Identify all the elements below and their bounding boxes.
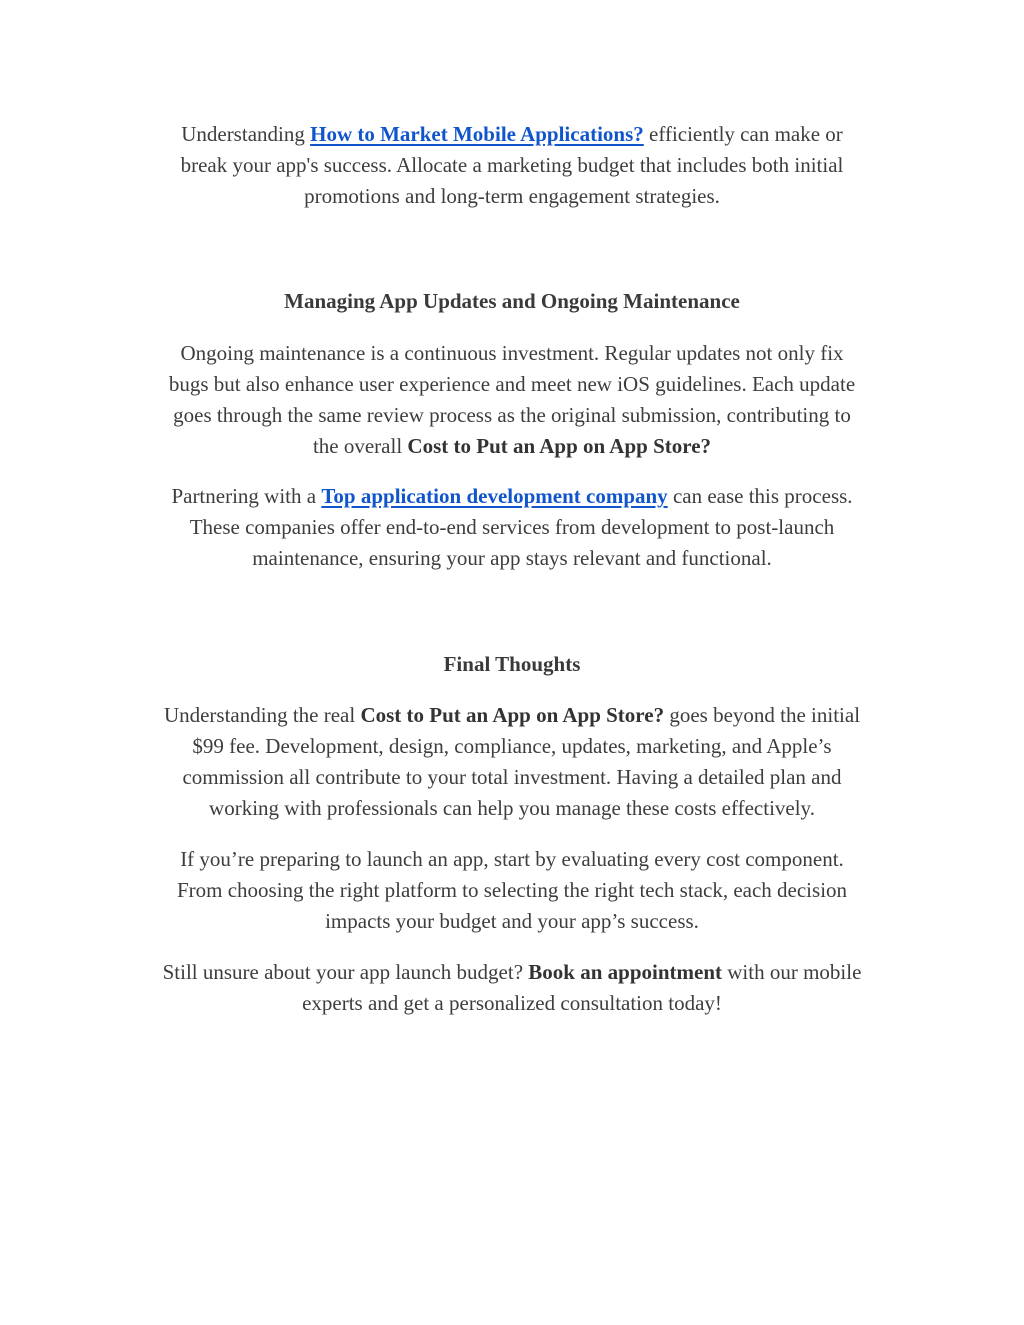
market-mobile-apps-link[interactable]: How to Market Mobile Applications? (310, 122, 644, 146)
updates-p2-text-before: Partnering with a (171, 484, 322, 508)
final-p1-line-4: working with professionals can help you manage these costs effectively. (209, 796, 815, 820)
updates-p2-line-3: maintenance, ensuring your app stays relevant and functional. (252, 546, 772, 570)
updates-paragraph-2 (110, 481, 914, 574)
updates-p1-line-4: the overall (312, 434, 408, 458)
intro-text-after: efficiently can make or (643, 122, 843, 146)
top-app-dev-company-link[interactable]: Top application development company (321, 484, 668, 508)
intro-text-before: Understanding (181, 122, 311, 146)
updates-p2-text-after: can ease this process. (667, 484, 853, 508)
final-paragraph-3 (110, 957, 914, 1019)
updates-heading: Managing App Updates and Ongoing Maintenance (284, 289, 740, 313)
final-paragraph-1 (110, 700, 914, 824)
updates-p1-line-3: goes through the same review process as the original submission, contributing to (173, 403, 851, 427)
final-thoughts-heading: Final Thoughts (443, 652, 581, 676)
updates-p1-line-1: Ongoing maintenance is a continuous investment. Regular updates not only fix (180, 341, 844, 365)
updates-p2-line-2: These companies offer end-to-end services from development to post-launch (189, 515, 835, 539)
final-p3-text-before: Still unsure about your app launch budget? (162, 960, 529, 984)
final-p3-text-after: with our mobile (722, 960, 862, 984)
intro-paragraph (110, 119, 914, 212)
updates-paragraph-1 (110, 338, 914, 462)
cost-app-store-bold: Cost to Put an App on App Store? (407, 434, 712, 458)
intro-line-3: promotions and long-term engagement strategies. (304, 184, 720, 208)
intro-line-2: break your app's success. Allocate a marketing budget that includes both initial (180, 153, 844, 177)
final-p2-line-2: From choosing the right platform to selecting the right tech stack, each decision (176, 878, 848, 902)
final-cost-app-store-bold: Cost to Put an App on App Store? (360, 703, 665, 727)
final-p3-line-2: experts and get a personalized consultation today! (302, 991, 722, 1015)
final-p2-line-1: If you’re preparing to launch an app, start by evaluating every cost component. (180, 847, 844, 871)
final-p1-text-before: Understanding the real (163, 703, 361, 727)
updates-p1-line-2: bugs but also enhance user experience and meet new iOS guidelines. Each update (168, 372, 856, 396)
final-paragraph-2 (110, 844, 914, 937)
final-p1-line-2: $99 fee. Development, design, compliance, updates, marketing, and Apple’s (192, 734, 832, 758)
final-p1-text-after: goes beyond the initial (664, 703, 861, 727)
final-p1-line-3: commission all contribute to your total investment. Having a detailed plan and (182, 765, 842, 789)
final-p2-line-3: impacts your budget and your app’s success. (325, 909, 699, 933)
book-appointment-bold: Book an appointment (528, 960, 722, 984)
